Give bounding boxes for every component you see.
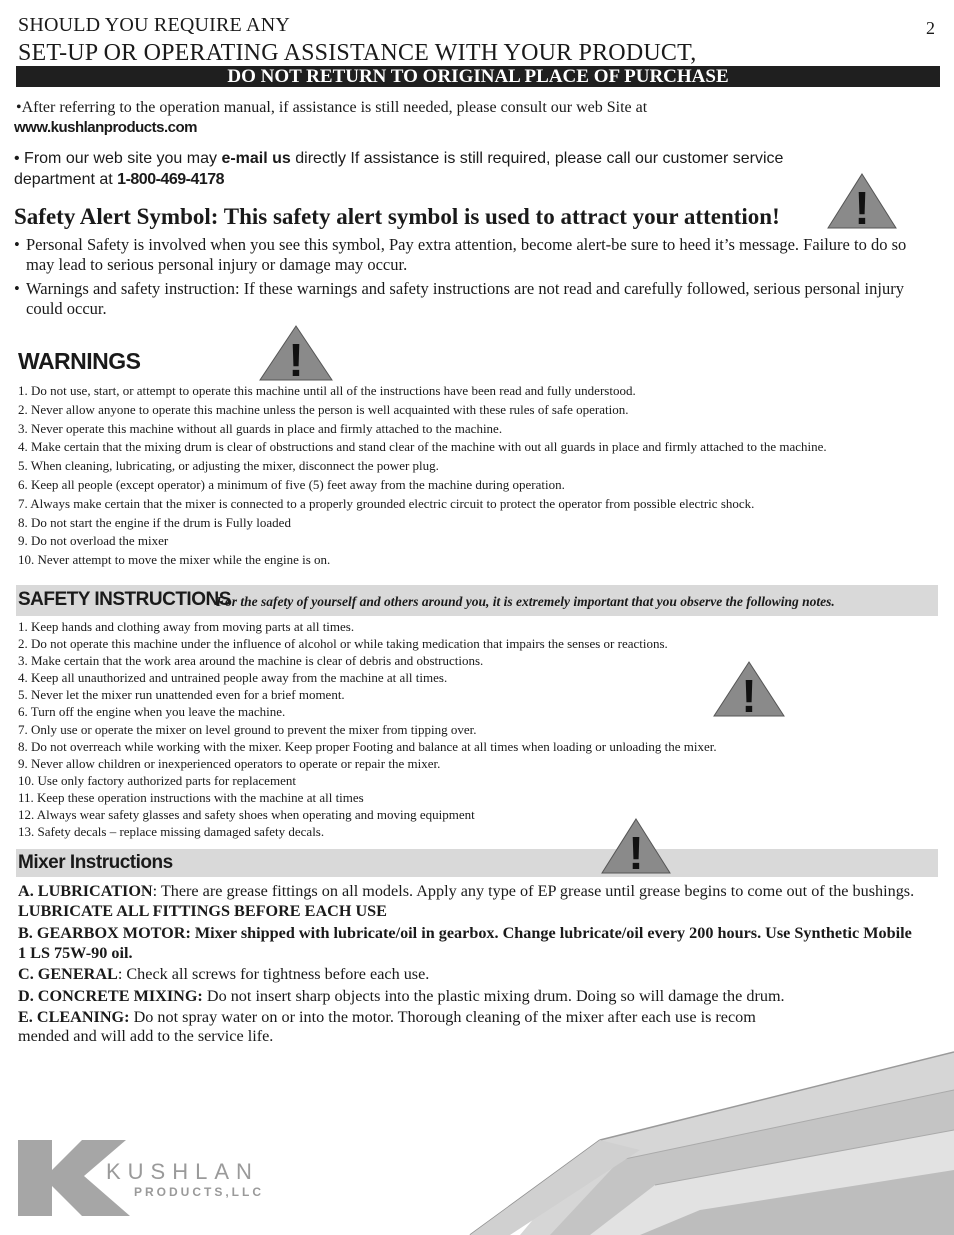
- list-item: 9. Do not overload the mixer: [18, 533, 169, 549]
- mixer-instructions-bar: [16, 849, 938, 877]
- cleaning-paragraph: [18, 1008, 918, 1028]
- logo-name: KUSHLAN: [106, 1159, 259, 1184]
- general-label: C. GENERAL: [18, 965, 118, 983]
- list-item: 8. Do not start the engine if the drum is Fully loaded: [18, 514, 291, 530]
- list-item: 1. Keep hands and clothing away from moving parts at all times.: [18, 619, 355, 634]
- exclamation-mark: !: [854, 182, 870, 230]
- concrete-mixing-text: Do not insert sharp objects into the plastic mixing drum. Doing so will damage the drum.: [202, 987, 785, 1005]
- header-line-1: SHOULD YOU REQUIRE ANY: [18, 14, 290, 36]
- contact-paragraph-2-line-2: [14, 170, 224, 190]
- warning-triangle-icon: [826, 172, 898, 230]
- contact-department-text: department at: [14, 171, 118, 188]
- list-item: 4. Keep all unauthorized and untrained people away from the machine at all times.: [18, 670, 448, 686]
- mixer-drum-graphic: [440, 1050, 954, 1235]
- safety-alert-bullet-text: Personal Safety is involved when you see this symbol, Pay extra attention, become alert-be sure to heed it’s message. Failure to do so may lead to serious personal injury or damage may occur.: [26, 235, 907, 274]
- safety-alert-bullet-text: Warnings and safety instruction: If these warnings and safety instructions are not read and carefully followed, serious personal injury could occur.: [26, 279, 904, 318]
- lubrication-text: : There are grease fittings on all models. Apply any type of EP grease until grease begins to come out of the bushings.: [152, 882, 915, 900]
- list-item: 7. Only use or operate the mixer on level ground to prevent the mixer from tipping over.: [18, 721, 477, 737]
- kushlan-logo: [18, 1138, 288, 1218]
- list-item: 2. Do not operate this machine under the influence of alcohol or while taking medication that impairs the senses or reactions.: [18, 636, 668, 652]
- exclamation-mark: !: [741, 670, 757, 718]
- safety-instructions-list: [18, 618, 943, 840]
- bullet-dot: •: [14, 279, 20, 298]
- header-line-2: SET-UP OR OPERATING ASSISTANCE WITH YOUR PRODUCT,: [18, 40, 697, 66]
- logo-subname: PRODUCTS,LLC: [134, 1185, 264, 1199]
- safety-instructions-bar: [16, 585, 938, 616]
- cleaning-paragraph-line-2: mended and will add to the service life.: [18, 1027, 274, 1045]
- contact-paragraph-1: •After referring to the operation manual, if assistance is still needed, please consult our web Site at: [16, 99, 648, 116]
- website-link[interactable]: www.kushlanproducts.com: [14, 119, 197, 136]
- warning-triangle-icon: [712, 660, 786, 718]
- list-item: 1. Do not use, start, or attempt to operate this machine until all of the instructions have been read and fully understood.: [18, 383, 636, 398]
- warning-triangle-icon: [258, 324, 334, 382]
- list-item: 10. Never attempt to move the mixer while the engine is on.: [18, 552, 331, 568]
- list-item: 7. Always make certain that the mixer is connected to a properly grounded electric circuit to protect the operator from possible electric shock.: [18, 495, 755, 511]
- list-item: 3. Make certain that the work area around the machine is clear of debris and obstructions.: [18, 653, 484, 669]
- list-item: 5. Never let the mixer run unattended even for a brief moment.: [18, 687, 345, 703]
- cleaning-text: Do not spray water on or into the motor. Thorough cleaning of the mixer after each use is recom: [129, 1008, 756, 1026]
- phone-number[interactable]: 1-800-469-4178: [117, 171, 225, 188]
- general-text: : Check all screws for tightness before each use.: [117, 965, 430, 983]
- concrete-mixing-label: D. CONCRETE MIXING:: [18, 987, 203, 1005]
- lubrication-paragraph: [18, 882, 918, 921]
- concrete-mixing-paragraph: [18, 987, 918, 1007]
- list-item: 13. Safety decals – replace missing damaged safety decals.: [18, 824, 325, 840]
- email-link[interactable]: e-mail us: [221, 150, 291, 167]
- exclamation-mark: !: [288, 334, 304, 382]
- list-item: 9. Never allow children or inexperienced operators to operate or repair the mixer.: [18, 755, 441, 771]
- warning-triangle-icon: [600, 817, 672, 875]
- safety-alert-bullet: [14, 235, 914, 275]
- list-item: 8. Do not overreach while working with the mixer. Keep proper Footing and balance at all times when loading or unloading the mixer.: [18, 738, 717, 754]
- cleaning-label: E. CLEANING:: [18, 1008, 130, 1026]
- contact-text-pre: • From our web site you may: [14, 150, 222, 167]
- general-paragraph: [18, 965, 918, 985]
- list-item: 2. Never allow anyone to operate this machine unless the person is well acquainted with these rules of safe operation.: [18, 401, 629, 417]
- safety-instructions-heading: SAFETY INSTRUCTIONS: [18, 589, 231, 610]
- list-item: 12. Always wear safety glasses and safety shoes when operating and moving equipment: [18, 807, 475, 823]
- warnings-list: [18, 382, 943, 570]
- return-notice-banner: DO NOT RETURN TO ORIGINAL PLACE OF PURCHASE: [16, 66, 940, 87]
- mixer-instructions-heading: Mixer Instructions: [18, 852, 173, 873]
- contact-text-post: directly If assistance is still required, please call our customer service: [290, 150, 784, 167]
- safety-instructions-subheading: For the safety of yourself and others around you, it is extremely important that you observe the following notes.: [216, 594, 835, 609]
- list-item: 6. Turn off the engine when you leave the machine.: [18, 704, 286, 720]
- contact-paragraph-2: [14, 149, 934, 169]
- list-item: 3. Never operate this machine without all guards in place and firmly attached to the machine.: [18, 420, 503, 436]
- bullet-dot: •: [14, 235, 20, 254]
- gearbox-paragraph: B. GEARBOX MOTOR: Mixer shipped with lubricate/oil in gearbox. Change lubricate/oil every 200 hours. Use Synthetic Mobile 1 LS 75W-90 oil.: [18, 924, 912, 962]
- list-item: 5. When cleaning, lubricating, or adjusting the mixer, disconnect the power plug.: [18, 458, 439, 474]
- list-item: 6. Keep all people (except operator) a minimum of five (5) feet away from the machine during operation.: [18, 476, 565, 492]
- list-item: 11. Keep these operation instructions with the machine at all times: [18, 789, 364, 805]
- safety-alert-title: Safety Alert Symbol: This safety alert symbol is used to attract your attention!: [14, 204, 780, 229]
- lubrication-label: A. LUBRICATION: [18, 882, 153, 900]
- exclamation-mark: !: [628, 827, 644, 875]
- safety-alert-bullet: [14, 279, 914, 319]
- lubrication-emphasis: LUBRICATE ALL FITTINGS BEFORE EACH USE: [18, 901, 387, 920]
- list-item: 4. Make certain that the mixing drum is clear of obstructions and stand clear of the machine with out all guards in place and firmly attached to the machine.: [18, 439, 827, 455]
- warnings-heading: WARNINGS: [18, 348, 141, 374]
- list-item: 10. Use only factory authorized parts for replacement: [18, 772, 296, 788]
- page-number: 2: [926, 18, 935, 38]
